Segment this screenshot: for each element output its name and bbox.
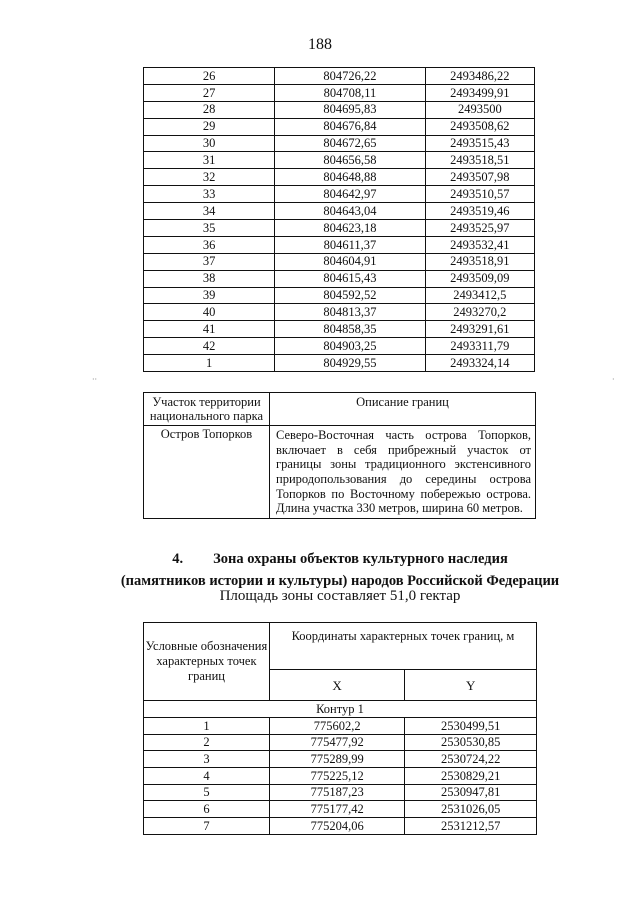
point-number: 36 [144, 236, 275, 253]
y-coordinate: 2493499,91 [425, 84, 534, 101]
x-coordinate: 775225,12 [269, 768, 404, 785]
x-coordinate: 804726,22 [275, 68, 426, 85]
table-row [144, 152, 535, 169]
x-coordinate: 775289,99 [269, 751, 404, 768]
y-coordinate: 2493270,2 [425, 304, 534, 321]
x-coordinate: 804813,37 [275, 304, 426, 321]
y-coordinate: 2530947,81 [405, 784, 537, 801]
x-coordinate: 804648,88 [275, 169, 426, 186]
boundary-coordinates-table [143, 67, 535, 372]
point-number: 38 [144, 270, 275, 287]
point-number: 30 [144, 135, 275, 152]
contour-label: Контур 1 [144, 701, 537, 718]
x-coordinate: 775204,06 [269, 818, 404, 835]
zone-coordinates-table [143, 622, 537, 835]
table-row [144, 304, 535, 321]
territory-header-row [144, 393, 536, 426]
y-coordinate: 2530499,51 [405, 718, 537, 735]
y-coordinate: 2493510,57 [425, 186, 534, 203]
coordinates-header: Координаты характерных точек границ, м [269, 623, 536, 670]
point-number: 32 [144, 169, 275, 186]
x-header: X [269, 670, 404, 701]
point-number: 40 [144, 304, 275, 321]
y-coordinate: 2493515,43 [425, 135, 534, 152]
y-coordinate: 2493486,22 [425, 68, 534, 85]
point-number: 26 [144, 68, 275, 85]
x-coordinate: 804672,65 [275, 135, 426, 152]
section-heading [90, 548, 590, 592]
y-header: Y [405, 670, 537, 701]
table-row [144, 287, 535, 304]
table-row [144, 68, 535, 85]
point-number: 6 [144, 801, 270, 818]
table-row [144, 784, 537, 801]
x-coordinate: 804695,83 [275, 101, 426, 118]
table-row [144, 338, 535, 355]
x-coordinate: 804903,25 [275, 338, 426, 355]
table-row [144, 751, 537, 768]
y-coordinate: 2493509,09 [425, 270, 534, 287]
section-title-text-1: Зона охраны объектов культурного наследия [213, 551, 508, 567]
x-coordinate: 804611,37 [275, 236, 426, 253]
zone-header-row-1 [144, 623, 537, 670]
zone-table-body [144, 718, 537, 835]
contour-row [144, 701, 537, 718]
x-coordinate: 775477,92 [269, 734, 404, 751]
y-coordinate: 2493500 [425, 101, 534, 118]
point-number: 5 [144, 784, 270, 801]
table-row [144, 84, 535, 101]
x-coordinate: 804604,91 [275, 253, 426, 270]
table-row [144, 236, 535, 253]
table-row [144, 203, 535, 220]
y-coordinate: 2531026,05 [405, 801, 537, 818]
point-number: 35 [144, 220, 275, 237]
x-coordinate: 804858,35 [275, 321, 426, 338]
coordinates-table-body [144, 68, 535, 372]
table-row [144, 734, 537, 751]
y-coordinate: 2493412,5 [425, 287, 534, 304]
point-number: 42 [144, 338, 275, 355]
point-number: 3 [144, 751, 270, 768]
point-number: 41 [144, 321, 275, 338]
x-coordinate: 775187,23 [269, 784, 404, 801]
y-coordinate: 2530829,21 [405, 768, 537, 785]
zone-area: Площадь зоны составляет 51,0 гектар [219, 588, 461, 604]
table-row [144, 101, 535, 118]
territory-description-table [143, 392, 536, 519]
x-coordinate: 804656,58 [275, 152, 426, 169]
point-number: 34 [144, 203, 275, 220]
y-coordinate: 2493507,98 [425, 169, 534, 186]
table-row [144, 220, 535, 237]
table-row [144, 718, 537, 735]
y-coordinate: 2531212,57 [405, 818, 537, 835]
point-number: 4 [144, 768, 270, 785]
x-coordinate: 804708,11 [275, 84, 426, 101]
y-coordinate: 2493518,91 [425, 253, 534, 270]
y-coordinate: 2493532,41 [425, 236, 534, 253]
territory-description: Северо-Восточная часть острова Топорков, включает в себя прибрежный участок от границы зоны традиционного экстенсивного природопользования до середины острова Топорков по Восточному побережью острова. Длина участка 330 метров, ширина 60 метров. [270, 426, 536, 519]
point-number: 7 [144, 818, 270, 835]
point-number: 1 [144, 718, 270, 735]
territory-name-header: Участок территории национального парка [144, 393, 270, 426]
point-number: 31 [144, 152, 275, 169]
point-number: 2 [144, 734, 270, 751]
y-coordinate: 2530724,22 [405, 751, 537, 768]
table-row [144, 135, 535, 152]
section-number: 4. [172, 551, 184, 567]
scan-artifact-mark: · [612, 375, 615, 384]
x-coordinate: 775177,42 [269, 801, 404, 818]
y-coordinate: 2493324,14 [425, 355, 534, 372]
point-number: 33 [144, 186, 275, 203]
point-number: 29 [144, 118, 275, 135]
point-number: 37 [144, 253, 275, 270]
y-coordinate: 2493291,61 [425, 321, 534, 338]
x-coordinate: 804929,55 [275, 355, 426, 372]
point-number: 1 [144, 355, 275, 372]
x-coordinate: 804592,52 [275, 287, 426, 304]
table-row [144, 355, 535, 372]
territory-row [144, 426, 536, 519]
x-coordinate: 804643,04 [275, 203, 426, 220]
point-number: 27 [144, 84, 275, 101]
scan-artifact-mark: ·· [92, 375, 98, 384]
territory-name: Остров Топорков [144, 426, 270, 519]
y-coordinate: 2493508,62 [425, 118, 534, 135]
points-header: Условные обозначения характерных точек границ [144, 623, 270, 701]
table-row [144, 186, 535, 203]
x-coordinate: 804642,97 [275, 186, 426, 203]
point-number: 39 [144, 287, 275, 304]
section-title-line2: (памятников истории и культуры) народов Российской Федерации [120, 573, 560, 589]
x-coordinate: 804623,18 [275, 220, 426, 237]
x-coordinate: 804676,84 [275, 118, 426, 135]
point-number: 28 [144, 101, 275, 118]
page-number: 188 [308, 36, 332, 53]
y-coordinate: 2493519,46 [425, 203, 534, 220]
table-row [144, 801, 537, 818]
table-row [144, 818, 537, 835]
table-row [144, 321, 535, 338]
x-coordinate: 804615,43 [275, 270, 426, 287]
table-row [144, 169, 535, 186]
table-row [144, 253, 535, 270]
y-coordinate: 2493518,51 [425, 152, 534, 169]
y-coordinate: 2493311,79 [425, 338, 534, 355]
y-coordinate: 2493525,97 [425, 220, 534, 237]
territory-desc-header: Описание границ [270, 393, 536, 426]
x-coordinate: 775602,2 [269, 718, 404, 735]
y-coordinate: 2530530,85 [405, 734, 537, 751]
table-row [144, 270, 535, 287]
section-title-line1 [90, 548, 590, 570]
table-row [144, 118, 535, 135]
table-row [144, 768, 537, 785]
